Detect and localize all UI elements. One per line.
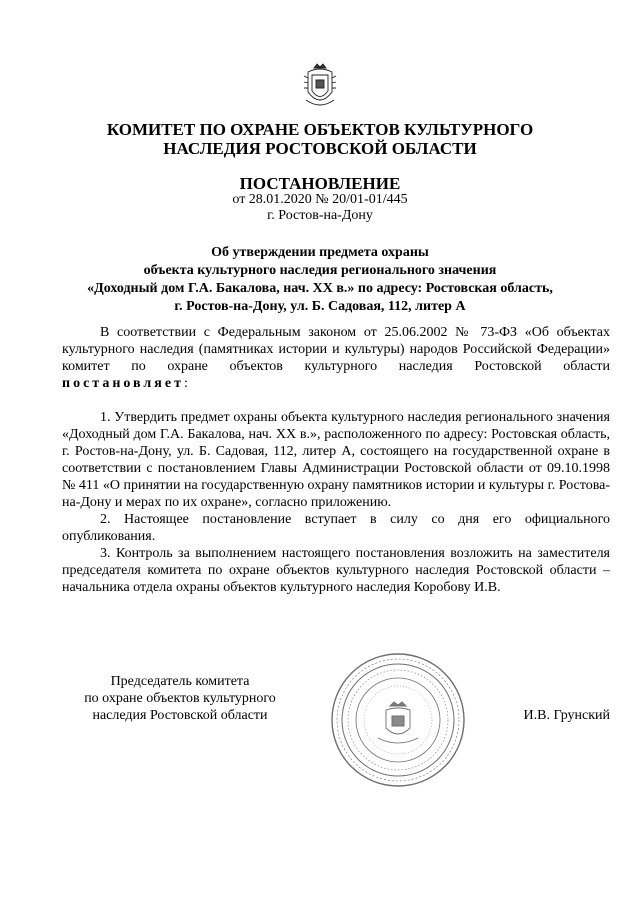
signatory-name: И.В. Грунский	[523, 708, 610, 723]
coat-of-arms-icon	[300, 62, 340, 112]
document-meta	[0, 192, 640, 224]
item-1-paragraph: 1. Утвердить предмет охраны объекта культурного наследия регионального значения «Доходный дом Г.А. Бакалова, нач. XX в.», расположенного по адресу: Ростовская область, г. Ростов-на-Дону, ул. Б. Садовая, 112, литер А, состоящего на государственной охране в соответствии с постановлением Главы Администрации Ростовской области от 09.10.1998 № 411 «О принятии на государственную охрану памятников истории и культуры г. Ростова-на-Дону и мерах по их охране», согласно приложению.	[62, 410, 610, 510]
organization-name-line-1: КОМИТЕТ ПО ОХРАНЕ ОБЪЕКТОВ КУЛЬТУРНОГО	[106, 120, 534, 139]
subject-line-4: г. Ростов-на-Дону, ул. Б. Садовая, 112, литер А	[174, 299, 466, 314]
official-seal-stamp-icon	[328, 650, 468, 790]
resolves-word: постановляет	[62, 376, 184, 391]
signatory-title-line-1: Председатель комитета	[110, 674, 250, 689]
organization-name-line-2: НАСЛЕДИЯ РОСТОВСКОЙ ОБЛАСТИ	[163, 139, 477, 158]
subject-line-3: «Доходный дом Г.А. Бакалова, нач. XX в.» по адресу: Ростовская область,	[87, 281, 553, 296]
preamble-text: В соответствии с Федеральным законом от 25.06.2002 № 73-ФЗ «Об объектах культурного наследия (памятниках истории и культуры) народов Российской Федерации» комитет по охране объектов культурного наследия Ростовской области	[62, 325, 610, 374]
item-2-paragraph: 2. Настоящее постановление вступает в силу со дня его официального опубликования.	[62, 512, 610, 544]
preamble-paragraph	[62, 324, 610, 392]
document-date-number: от 28.01.2020 № 20/01-01/445	[232, 192, 408, 207]
signatory-title-line-2: по охране объектов культурного	[84, 691, 276, 706]
document-subject	[0, 244, 640, 316]
document-body	[62, 324, 610, 596]
subject-line-1: Об утверждении предмета охраны	[211, 245, 429, 260]
subject-line-2: объекта культурного наследия регионального значения	[143, 263, 497, 278]
preamble-colon: :	[183, 376, 188, 391]
item-3-paragraph: 3. Контроль за выполнением настоящего постановления возложить на заместителя председателя комитета по охране объектов культурного наследия Ростовской области – начальника отдела охраны объектов культурного наследия Коробову И.В.	[62, 546, 610, 595]
document-type: ПОСТАНОВЛЕНИЕ	[239, 174, 401, 193]
signatory-title	[60, 673, 300, 724]
organization-name	[0, 120, 640, 158]
document-city: г. Ростов-на-Дону	[267, 208, 373, 223]
signatory-title-line-3: наследия Ростовской области	[92, 708, 268, 723]
